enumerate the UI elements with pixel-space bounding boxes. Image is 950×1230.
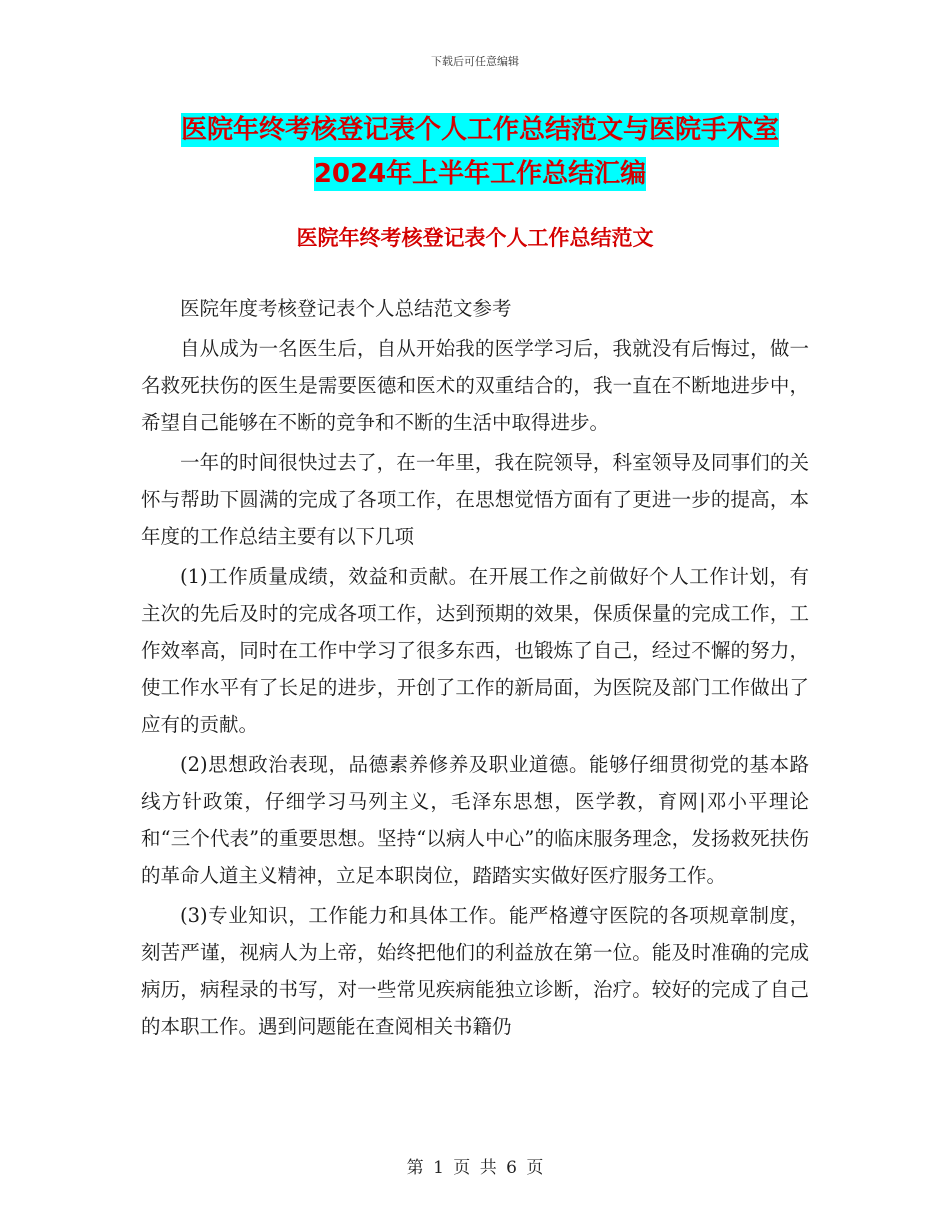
document-title-line-1: 医院年终考核登记表个人工作总结范文与医院手术室 [180,115,779,145]
document-title [140,108,820,196]
paragraph: (2)思想政治表现，品德素养修养及职业道德。能够仔细贯彻党的基本路线方针政策，仔细学习马列主义，毛泽东思想，医学教，育网|邓小平理论和“三个代表”的重要思想。坚持“以病人中心”的临床服务理念，发扬救死扶伤的革命人道主义精神，立足本职岗位，踏踏实实做好医疗服务工作。 [141,753,809,887]
paragraph: 医院年度考核登记表个人总结范文参考 [180,297,512,320]
paragraph: 自从成为一名医生后，自从开始我的医学学习后，我就没有后悔过，做一名救死扶伤的医生是需要医德和医术的双重结合的，我一直在不断地进步中，希望自己能够在不断的竞争和不断的生活中取得进步。 [141,337,809,434]
paragraph: 一年的时间很快过去了，在一年里，我在院领导，科室领导及同事们的关怀与帮助下圆满的完成了各项工作，在思想觉悟方面有了更进一步的提高，本年度的工作总结主要有以下几项 [141,451,809,548]
section-title: 医院年终考核登记表个人工作总结范文 [296,226,654,250]
header-note: 下载后可任意编辑 [431,55,519,68]
document-body [141,290,809,1048]
page-number: 第 1 页 共 6 页 [406,1158,544,1178]
paragraph: (1)工作质量成绩，效益和贡献。在开展工作之前做好个人工作计划，有主次的先后及时的完成各项工作，达到预期的效果，保质保量的完成工作，工作效率高，同时在工作中学习了很多东西，也锻炼了自己，经过不懈的努力，使工作水平有了长足的进步，开创了工作的新局面，为医院及部门工作做出了应有的贡献。 [141,565,809,736]
paragraph: (3)专业知识，工作能力和具体工作。能严格遵守医院的各项规章制度，刻苦严谨，视病人为上帝，始终把他们的利益放在第一位。能及时准确的完成病历，病程录的书写，对一些常见疾病能独立诊断，治疗。较好的完成了自己的本职工作。遇到问题能在查阅相关书籍仍 [141,904,809,1038]
document-title-line-2: 2024年上半年工作总结汇编 [313,159,647,189]
